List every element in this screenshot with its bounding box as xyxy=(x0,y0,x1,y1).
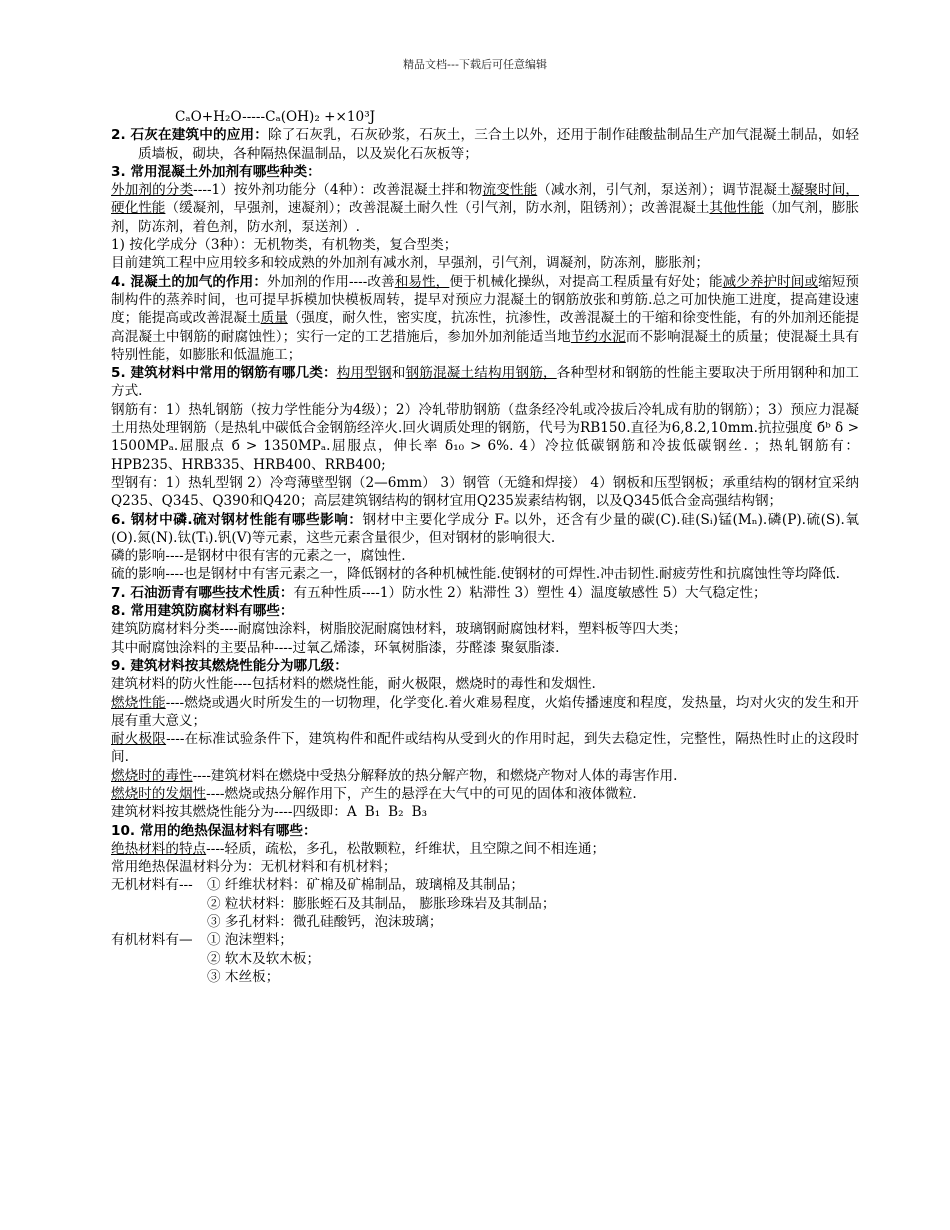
section-9-grades: 建筑材料按其燃烧性能分为----四级即：A B₁ B₂ B₃ xyxy=(111,804,428,821)
section-10-line-2: 常用绝热保温材料分为：无机材料和有机材料； xyxy=(111,859,397,876)
inorganic-materials-list: 无机材料有--- ① 纤维状材料：矿棉及矿棉制品，玻璃棉及其制品； xyxy=(111,877,524,894)
section-5-rebar: 钢筋有：1）热轧钢筋（按力学性能分为4级）；2）冷轧带肋钢筋（盘条经冷轧或冷拔后冷轧成有肋的钢筋）；3）预应力混凝土用热处理钢筋（是热轧中碳低合金钢筋经淬火.回火调质处理的钢筋，代号为RB150.直径为6,8.2,10mm.抗拉强度 бᵇ δ > 1500MPₐ.屈服点 б > 1350MPₐ.屈服点，伸长率 δ₁₀ > 6%. 4）冷拉低碳钢筋和冷拔低碳钢丝. ；热轧钢筋有：HPB235、HRB335、HRB400、RRB400; xyxy=(111,401,859,473)
document-body xyxy=(111,108,859,986)
list-item: ② 软木及软木板； xyxy=(207,950,321,967)
section-9-line-2: 燃烧性能----燃烧或遇火时所发生的一切物理，化学变化.着火难易程度，火焰传播速度和程度，发热量，均对火灾的发生和开展有重大意义； xyxy=(111,694,859,729)
section-3-common: 目前建筑工程中应用较多和较成熟的外加剂有减水剂，早强剂，引气剂，调凝剂，防冻剂，膨胀剂； xyxy=(111,255,710,272)
section-6-phosphorus: 磷的影响----是钢材中很有害的元素之一，腐蚀性. xyxy=(111,548,406,565)
page-header: 精品文档---下载后可任意编辑 xyxy=(403,58,547,71)
section-2 xyxy=(111,126,859,163)
section-5: 5. 建筑材料中常用的钢筋有哪几类：构用型钢和钢筋混凝土结构用钢筋，各种型材和钢筋的性能主要取决于所用钢种和加工方式. xyxy=(111,365,860,400)
section-6-title: 6. 钢材中磷.硫对钢材性能有哪些影响： xyxy=(111,511,363,528)
section-9-line-4: 燃烧时的毒性----建筑材料在燃烧中受热分解释放的热分解产物，和燃烧产物对人体的毒害作用. xyxy=(111,767,678,784)
list-item: ③ 木丝板； xyxy=(207,968,280,985)
section-2-title: 2. 石灰在建筑中的应用： xyxy=(111,127,268,144)
section-3-classification: 外加剂的分类----1）按外剂功能分（4种）：改善混凝土拌和物流变性能（减水剂，引气剂，泵送剂）；调节混凝土凝聚时间，硬化性能（缓凝剂，早强剂，速凝剂）；改善混凝土耐久性（引气剂，防水剂，阻锈剂）；改善混凝土其他性能（加气剂，膨胀剂，防冻剂，着色剂，防水剂，泵送剂）. xyxy=(111,182,860,235)
section-5-title: 5. 建筑材料中常用的钢筋有哪几类： xyxy=(111,365,337,382)
section-10-line-1: 绝热材料的特点----轻质，疏松，多孔，松散颗粒，纤维状，且空隙之间不相连通； xyxy=(111,840,606,857)
section-6-sulfur: 硫的影响----也是钢材中有害元素之一，降低钢材的各种机械性能.使钢材的可焊性.冲击韧性.耐疲劳性和抗腐蚀性等均降低. xyxy=(111,566,840,583)
section-3-by-chem: 1) 按化学成分（3种）：无机物类，有机物类，复合型类； xyxy=(111,237,458,254)
section-10-title: 10. 常用的绝热保温材料有哪些： xyxy=(111,822,317,839)
section-9-title: 9. 建筑材料按其燃烧性能分为哪几级： xyxy=(111,657,348,674)
section-9-line-1: 建筑材料的防火性能----包括材料的燃烧性能，耐火极限，燃烧时的毒性和发烟性. xyxy=(111,676,596,693)
section-6: 6. 钢材中磷.硫对钢材性能有哪些影响：钢材中主要化学成分 Fₑ 以外，还含有少量的碳(C).硅(Sᵢ)锰(Mₙ).磷(P).硫(S).氧(O).氮(N).钛(Tᵢ).钒(V)等元素，这些元素含量很少，但对钢材的影响很大. xyxy=(111,511,859,546)
section-7: 7. 石油沥青有哪些技术性质：有五种性质----1）防水性 2）粘滞性 3）塑性 4）温度敏感性 5）大气稳定性； xyxy=(111,584,767,601)
section-9-line-5: 燃烧时的发烟性----燃烧或热分解作用下，产生的悬浮在大气中的可见的固体和液体微粒. xyxy=(111,785,637,802)
section-8-line-1: 建筑防腐材料分类----耐腐蚀涂料，树脂胶泥耐腐蚀材料，玻璃钢耐腐蚀材料，塑料板等四大类； xyxy=(111,621,687,638)
section-2-text: 除了石灰乳，石灰砂浆，石灰土，三合土以外，还用于制作硅酸盐制品生产加气混凝土制品，如轻质墙板，砌块，各种隔热保温制品，以及炭化石灰板等； xyxy=(138,127,860,162)
organic-materials-list: 有机材料有— ① 泡沫塑料； xyxy=(111,932,293,949)
section-8-line-2: 其中耐腐蚀涂料的主要品种----过氧乙烯漆，环氧树脂漆，芬醛漆 聚氨脂漆. xyxy=(111,639,560,656)
section-9-line-3: 耐火极限----在标准试验条件下，建筑构件和配件或结构从受到火的作用时起，到失去稳定性，完整性，隔热性时止的这段时间. xyxy=(111,731,860,766)
section-4: 4. 混凝土的加气的作用：外加剂的作用----改善和易性，便于机械化操纵，对提高工程质量有好处；能减少养护时间或缩短预制构件的蒸养时间，也可提早拆模加快模板周转，提早对预应力混凝土的钢筋放张和剪筋.总之可加快施工进度，提高建设速度；能提高或改善混凝土质量（强度，耐久性，密实度，抗冻性，抗渗性，改善混凝土的干缩和徐变性能，有的外加剂还能提高混凝土中钢筋的耐腐蚀性）；实行一定的工艺措施后，参加外加剂能适当地节约水泥而不影响混凝土的质量；使混凝土具有特别性能，如膨胀和低温施工； xyxy=(111,273,860,363)
list-item: ③ 多孔材料：微孔硅酸钙，泡沫玻璃； xyxy=(207,914,443,931)
section-3-title: 3. 常用混凝土外加剂有哪些种类： xyxy=(111,163,321,180)
section-4-title: 4. 混凝土的加气的作用： xyxy=(111,273,267,290)
section-5-sections: 型钢有：1）热轧型钢 2）冷弯薄壁型钢（2—6mm） 3）钢管（无缝和焊接） 4）钢板和压型钢板；承重结构的钢材宜采纳Q235、Q345、Q390和Q420；高层建筑钢结构的钢材宜用Q235炭素结构钢，以及Q345低合金高强结构钢； xyxy=(111,474,859,510)
list-item: ② 粒状材料：膨胀蛭石及其制品， 膨胀珍珠岩及其制品； xyxy=(207,895,556,912)
section-8-title: 8. 常用建筑防腐材料有哪些： xyxy=(111,603,294,620)
section-7-title: 7. 石油沥青有哪些技术性质： xyxy=(111,584,294,601)
lime-formula: CₐO+H₂O-----Cₐ(OH)₂ +×10³J xyxy=(175,109,376,125)
